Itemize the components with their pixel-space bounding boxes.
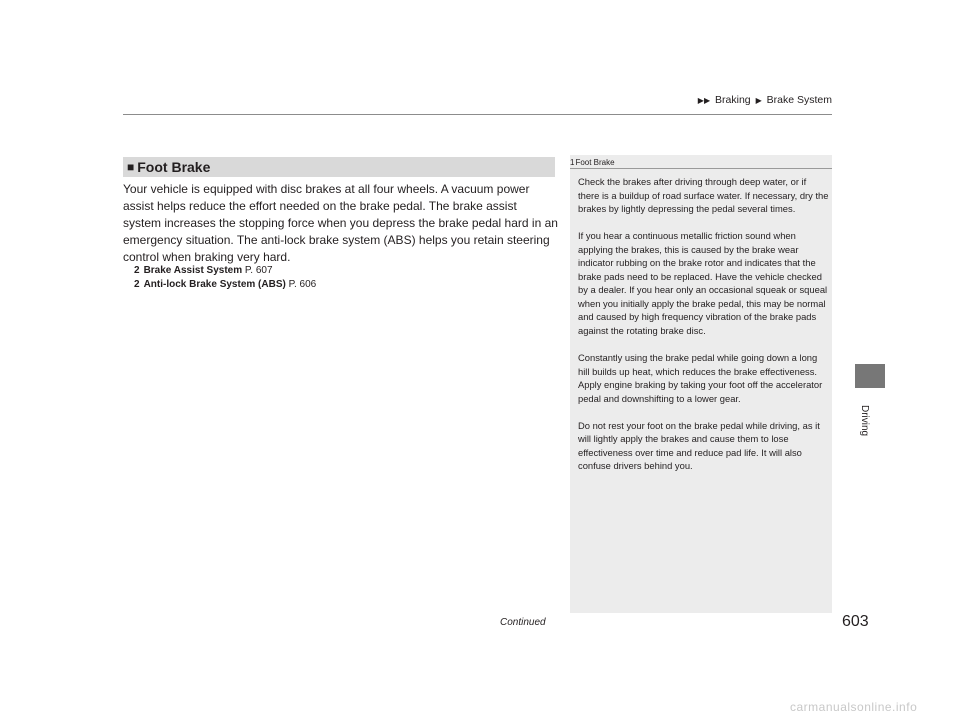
note-paragraph: Check the brakes after driving through deep water, or if there is a buildup of road surface water. If necessary, dry the brakes by lightly depressing the pedal several times. bbox=[578, 176, 829, 215]
breadcrumb-arrow-icon: ▶▶ bbox=[697, 96, 711, 105]
note-body bbox=[578, 175, 830, 487]
breadcrumb-level2[interactable]: Brake System bbox=[766, 94, 832, 106]
reference-title: Anti-lock Brake System (ABS) bbox=[143, 279, 286, 290]
chapter-tab[interactable] bbox=[855, 364, 885, 388]
header-rule bbox=[123, 114, 832, 115]
reference-page: P. 606 bbox=[288, 279, 317, 290]
note-paragraph: If you hear a continuous metallic friction sound when applying the brakes, this is caused by the brake wear indicator rubbing on the brake rotor and indicates that the brake pads need to be replaced. Have the vehicle checked by a dealer. If you hear only an occasional squeak or squeal when you initially apply the brake pedal, this may be normal and caused by high frequency vibration of the brake pads against the rotating brake disc. bbox=[578, 230, 828, 337]
section-header bbox=[123, 157, 555, 177]
reference-arrow-icon: 2 bbox=[134, 279, 140, 290]
reference-link[interactable] bbox=[134, 265, 273, 276]
watermark: carmanualsonline.info bbox=[790, 700, 918, 714]
body-paragraph: Your vehicle is equipped with disc brakes at all four wheels. A vacuum power assist helps reduce the effort needed on the brake pedal. The brake assist system increases the stopping force when you depress the brake pedal hard in an emergency situation. The anti-lock brake system (ABS) helps you retain steering control when braking very hard. bbox=[123, 182, 558, 264]
section-marker-icon: ■ bbox=[127, 160, 135, 174]
section-title: Foot Brake bbox=[137, 159, 211, 175]
note-paragraph: Constantly using the brake pedal while going down a long hill builds up heat, which reduces the brake effectiveness. Apply engine braking by taking your foot off the accelerator pedal and downshifting to a lower gear. bbox=[578, 352, 823, 404]
note-divider bbox=[570, 168, 832, 169]
breadcrumb-separator-icon: ▶ bbox=[755, 96, 762, 105]
chapter-label: Driving bbox=[859, 405, 870, 437]
breadcrumb bbox=[0, 94, 832, 106]
note-heading bbox=[570, 158, 832, 167]
reference-title: Brake Assist System bbox=[143, 265, 243, 276]
reference-link[interactable] bbox=[134, 279, 316, 290]
breadcrumb-level1[interactable]: Braking bbox=[715, 94, 751, 106]
page-number: 603 bbox=[842, 613, 869, 630]
continued-label: Continued bbox=[500, 617, 546, 628]
reference-arrow-icon: 2 bbox=[134, 265, 140, 276]
note-title: Foot Brake bbox=[575, 158, 615, 167]
reference-page: P. 607 bbox=[244, 265, 273, 276]
note-paragraph: Do not rest your foot on the brake pedal while driving, as it will lightly apply the brakes and cause them to lose effectiveness over time and reduce pad life. It will also confuse drivers behind you. bbox=[578, 419, 820, 472]
note-number: 1 bbox=[570, 158, 575, 167]
